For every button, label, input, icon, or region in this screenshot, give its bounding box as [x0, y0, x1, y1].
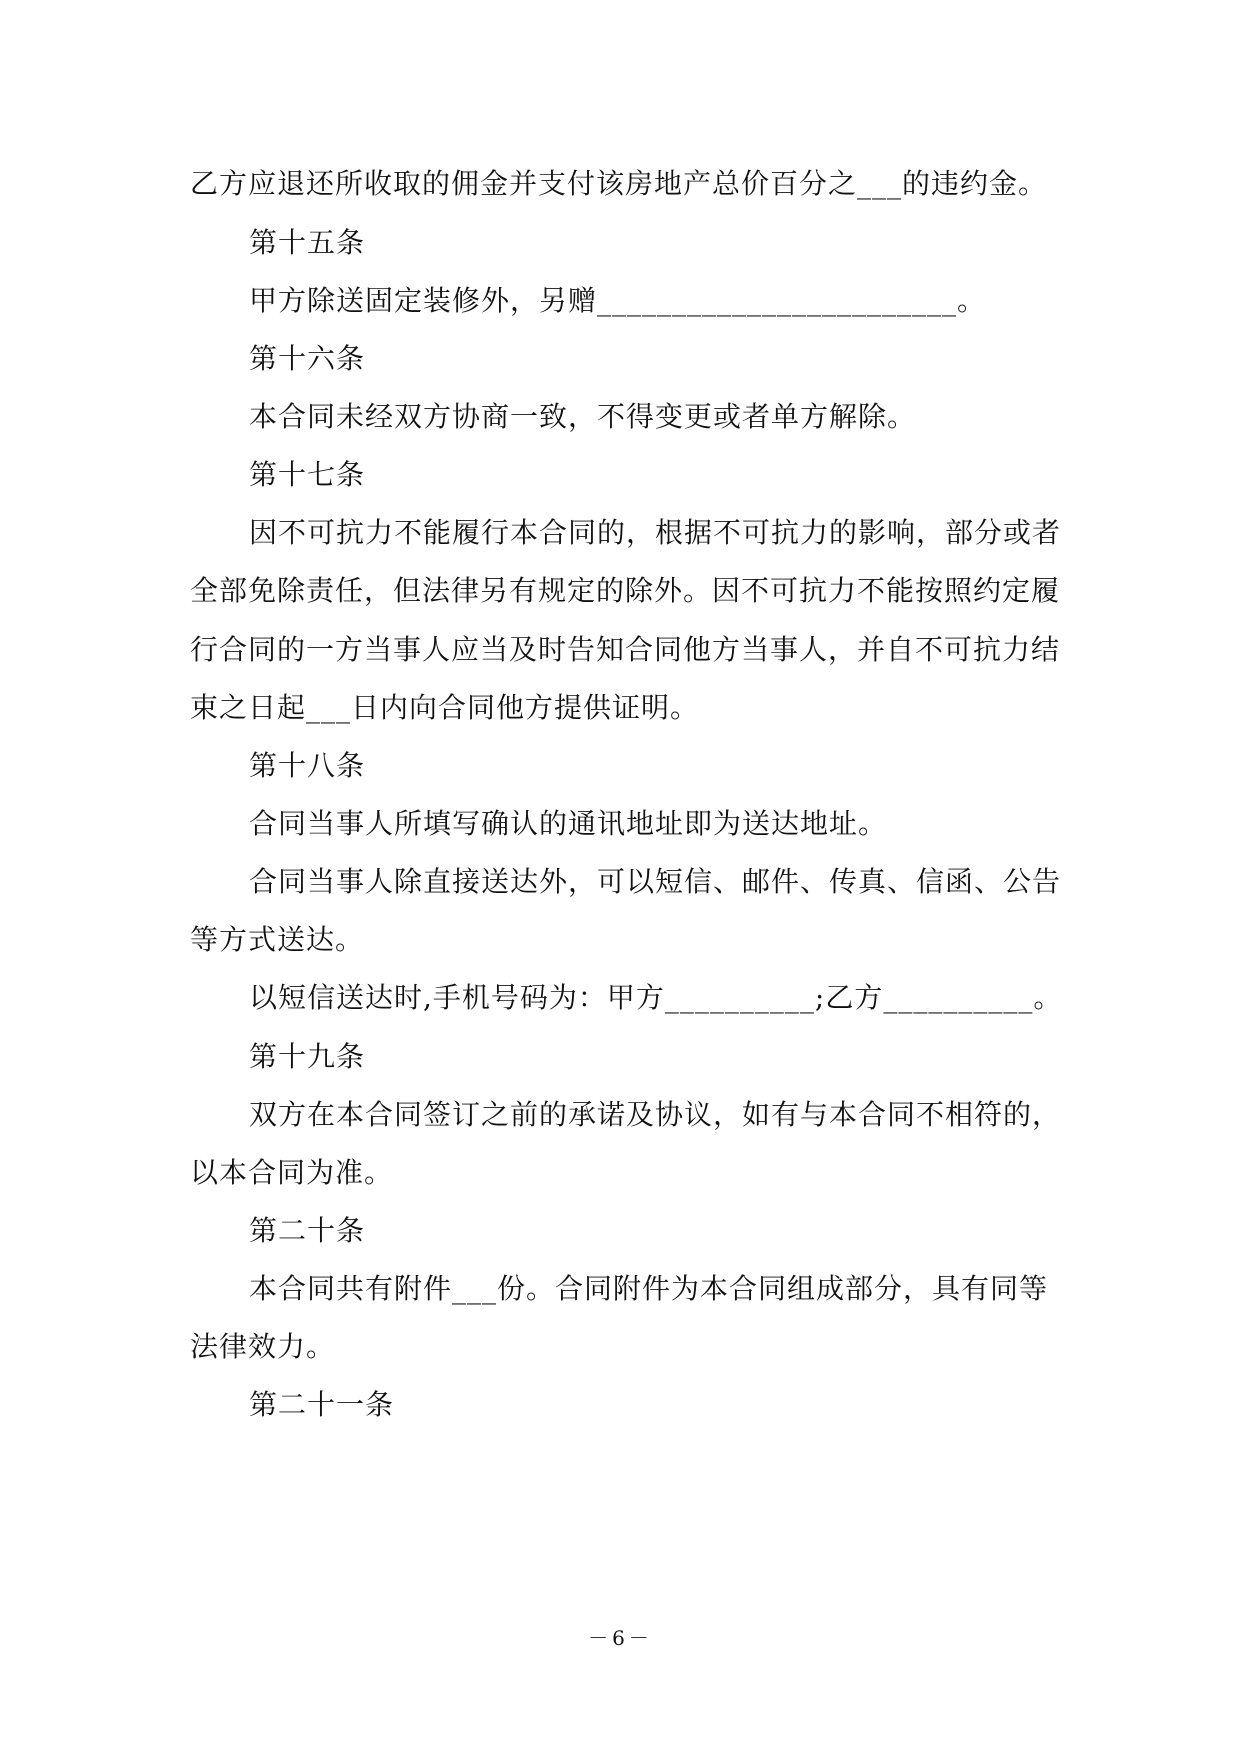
- paragraph-line: 行合同的一方当事人应当及时告知合同他方当事人，并自不可抗力结: [190, 633, 1061, 666]
- paragraph-line: 束之日起___日内向合同他方提供证明。: [190, 691, 700, 724]
- article-heading: 第二十一条: [249, 1388, 395, 1421]
- article-heading: 第二十条: [249, 1214, 366, 1247]
- paragraph-line: 以短信送达时,手机号码为：甲方__________;乙方__________。: [249, 981, 1063, 1014]
- paragraph-line: 本合同未经双方协商一致，不得变更或者单方解除。: [249, 400, 917, 433]
- paragraph-line: 以本合同为准。: [190, 1156, 394, 1189]
- paragraph-line: 等方式送达。: [190, 923, 365, 956]
- page-number: －6－: [588, 1626, 653, 1650]
- paragraph-line: 乙方应退还所收取的佣金并支付该房地产总价百分之___的违约金。: [190, 167, 1048, 200]
- paragraph-line: 双方在本合同签订之前的承诺及协议，如有与本合同不相符的，: [249, 1098, 1062, 1131]
- article-heading: 第十九条: [249, 1040, 366, 1073]
- article-heading: 第十五条: [249, 226, 366, 259]
- paragraph-line: 法律效力。: [190, 1330, 336, 1363]
- paragraph-line: 合同当事人除直接送达外，可以短信、邮件、传真、信函、公告: [249, 865, 1062, 898]
- article-heading: 第十六条: [249, 342, 366, 375]
- article-heading: 第十七条: [249, 458, 366, 491]
- paragraph-line: 本合同共有附件___份。合同附件为本合同组成部分，具有同等: [249, 1272, 1049, 1305]
- paragraph-line: 合同当事人所填写确认的通讯地址即为送达地址。: [249, 807, 888, 840]
- paragraph-line: 全部免除责任，但法律另有规定的除外。因不可抗力不能按照约定履: [190, 574, 1061, 607]
- paragraph-line: 因不可抗力不能履行本合同的，根据不可抗力的影响，部分或者: [249, 516, 1062, 549]
- article-heading: 第十八条: [249, 749, 366, 782]
- paragraph-line: 甲方除送固定装修外，另赠________________________。: [249, 284, 987, 317]
